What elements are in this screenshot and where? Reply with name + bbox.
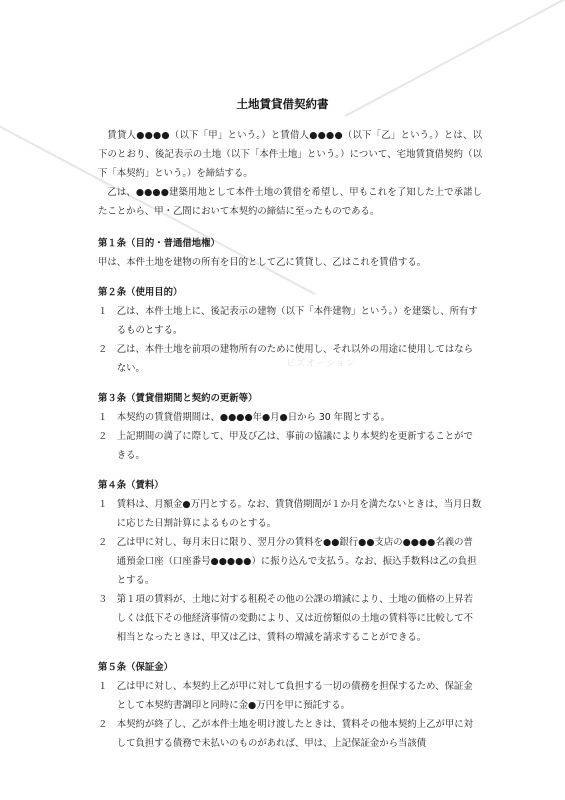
article-item (98, 340, 482, 378)
article-heading: 第３条（賃貸借期間と契約の更新等） (98, 393, 258, 404)
item-text: 賃料は、月額金●万円とする。なお、賃貸借期間が１か月を満たないときは、当月日数に応じた日割計算によるものとする。 (116, 499, 482, 529)
article-item (98, 495, 482, 533)
item-text: 乙は甲に対し、毎月末日に限り、翌月分の賃料を●●銀行●●支店の●●●●名義の普通預金口座（口座番号●●●●●）に振り込んで支払う。なお、振込手数料は乙の負担とする。 (116, 537, 477, 586)
item-text: 乙は、本件土地上に、後記表示の建物（以下「本件建物」という。）を建築し、所有するものとする。 (116, 306, 478, 336)
article-heading: 第４条（賃料） (98, 480, 164, 491)
watermark-text: ビズオーション (286, 359, 356, 369)
item-number: １ (98, 499, 108, 510)
item-text: 本契約が終了し、乙が本件土地を明け渡したときは、賃料その他本契約上乙が甲に対して負担する債務で未払いのものがあれば、甲は、上記保証金から当該債 (116, 719, 474, 749)
article-item (98, 408, 482, 427)
article-heading: 第１条（目的・普通借地権） (98, 238, 220, 249)
item-text: 乙は甲に対し、本契約上乙が甲に対して負担する一切の債務を担保するため、保証金として本契約書調印と同時に金●万円を甲に預託する。 (116, 681, 473, 711)
item-number: ２ (98, 344, 108, 355)
article-item (98, 590, 482, 647)
item-text: 乙は、本件土地を前項の建物所有のために使用し、それ以外の用途に使用してはならない。 (116, 344, 474, 374)
document-body (98, 126, 482, 753)
article-4 (98, 476, 482, 647)
item-number: １ (98, 412, 108, 423)
article-5 (98, 658, 482, 753)
article-item (98, 427, 482, 465)
item-text: 本契約の賃貸借期間は、●●●●年●月●日から 30 年間とする。 (116, 412, 391, 423)
item-number: ３ (98, 594, 108, 605)
article-3 (98, 389, 482, 465)
article-heading: 第５条（保証金） (98, 662, 174, 673)
document-title: 土地賃貸借契約書 (236, 97, 329, 111)
article-2 (98, 283, 482, 378)
item-number: １ (98, 681, 108, 692)
item-number: ２ (98, 431, 108, 442)
article-item (98, 302, 482, 340)
article-item (98, 715, 482, 753)
article-1 (98, 234, 482, 272)
item-number: ２ (98, 537, 108, 548)
article-heading: 第２条（使用目的） (98, 287, 183, 298)
item-text: 上記期間の満了に際して、甲及び乙は、事前の協議により本契約を更新することができる。 (116, 431, 473, 461)
article-item (98, 677, 482, 715)
preamble-paragraph: 賃貸人●●●●（以下「甲」という。）と賃借人●●●●（以下「乙」という。）とは、以下のとおり、後記表示の土地（以下「本件土地」という。）について、宅地賃貸借契約（以下「本契約」という。）を締結する。 (98, 130, 482, 179)
preamble-paragraph: 乙は、●●●●建築用地として本件土地の賃借を希望し、甲もこれを了知した上で承諾したことから、甲・乙間において本契約の締結に至ったものである。 (98, 187, 482, 217)
item-number: ２ (98, 719, 108, 730)
item-text: 第１項の賃料が、土地に対する租税その他の公課の増減により、土地の価格の上昇若しくは低下その他経済事情の変動により、又は近傍類似の土地の賃料等に比較して不相当となったときは、甲又は乙は、賃料の増減を請求することができる。 (116, 594, 474, 643)
article-body: 甲は、本件土地を建物の所有を目的として乙に賃貸し、乙はこれを賃借する。 (98, 257, 427, 268)
item-number: １ (98, 306, 108, 317)
article-item (98, 533, 482, 590)
